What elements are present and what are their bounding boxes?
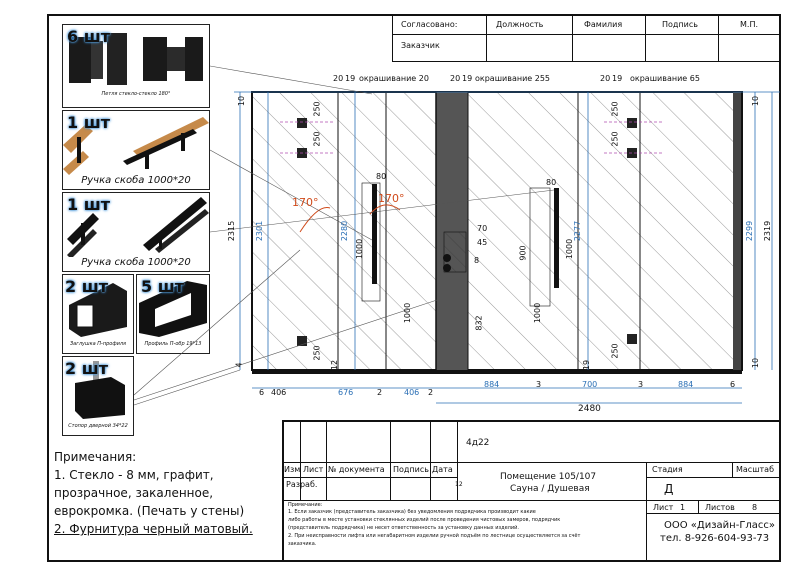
handle-right — [554, 188, 559, 288]
remark-5: заказчика. — [288, 541, 317, 547]
stage-label: Стадия — [652, 465, 683, 474]
surname-header: Фамилия — [584, 20, 623, 29]
side-dim-12: 12 — [330, 359, 340, 371]
end-cap-caption: Заглушка П-профиля — [69, 341, 127, 347]
edge-dim-3: 10 — [751, 95, 761, 107]
floor-profile — [252, 370, 742, 374]
customer-label: Заказчик — [401, 41, 440, 50]
notes-line-4: 2. Фурнитура черный матовый. — [54, 522, 253, 536]
signature-header: Подпись — [662, 20, 698, 29]
notes-line-2: прозрачное, закаленное, — [54, 486, 214, 500]
notes-heading: Примечания: — [54, 450, 137, 464]
stopper-qty: 2 шт — [65, 359, 108, 378]
handle-left — [372, 184, 377, 284]
remark-3: (представитель подрядчика) не несет ответственность за установку данных изделий. — [288, 525, 519, 531]
hinge-dim-5: 250 — [610, 131, 620, 147]
stopper-caption: Стопор дверной 34*22 — [68, 423, 128, 429]
hinge-dim-1: 250 — [312, 101, 322, 117]
stage-value: Д — [664, 482, 674, 496]
sheets-label: Листов — [705, 503, 735, 512]
bottom-dim-12: 6 — [730, 380, 736, 389]
handle-pos-1: 1000 — [403, 302, 413, 324]
edge-dim-1: 10 — [237, 95, 247, 107]
hinge-dim-3: 250 — [312, 345, 322, 361]
hinge-dim-4: 250 — [610, 101, 620, 117]
handle-1-qty: 1 шт — [67, 113, 110, 132]
handle-dim-4: 900 — [518, 245, 528, 261]
company-name: ООО «Дизайн-Гласс» — [664, 520, 776, 531]
handle-dim-2: 1000 — [355, 238, 365, 260]
bottom-dim-11: 884 — [678, 380, 694, 389]
bottom-dim-9: 700 — [582, 380, 598, 389]
company-phone: тел. 8-926-604-93-73 — [660, 533, 770, 544]
top-dim-6: 19 — [612, 74, 623, 83]
dev-date: 12 — [455, 481, 463, 488]
angle-left: 170° — [292, 196, 319, 209]
sheet-label: Лист — [653, 503, 674, 512]
position-header: Должность — [496, 20, 544, 29]
side-dim-19: 19 — [582, 359, 592, 371]
handle-2-qty: 1 шт — [67, 195, 110, 214]
bottom-dim-10: 3 — [638, 380, 644, 389]
handle-dim-1: 80 — [376, 172, 387, 181]
height-2277: 2277 — [573, 220, 583, 242]
col-signature: Подпись — [393, 465, 429, 474]
top-dim-3: 20 — [450, 74, 461, 83]
profile-caption: Профиль П-обр 19*13 — [144, 341, 202, 347]
remarks-heading: Примечание: — [288, 502, 323, 508]
paint-label-2: окрашивание 255 — [475, 74, 551, 83]
paint-label-3: окрашивание 65 — [630, 74, 700, 83]
top-dim-4: 19 — [462, 74, 473, 83]
end-cap-qty: 2 шт — [65, 277, 108, 296]
developed-label: Разраб. — [286, 480, 318, 489]
cut-dim-70: 70 — [477, 224, 488, 233]
hinge-qty: 6 шт — [67, 27, 110, 46]
hinge-dim-2: 250 — [312, 131, 322, 147]
handle-1-caption: Ручка скоба 1000*20 — [81, 175, 191, 186]
top-dim-5: 20 — [600, 74, 611, 83]
sheets-number: 8 — [752, 503, 758, 512]
handle-dim-3: 80 — [546, 178, 557, 187]
top-dim-1: 20 — [333, 74, 344, 83]
handle-pos-3: 832 — [474, 315, 484, 331]
cut-dim-8: 8 — [474, 256, 480, 265]
sheet-number: 1 — [680, 503, 686, 512]
height-2319: 2319 — [763, 220, 773, 242]
handle-pos-2: 1000 — [533, 302, 543, 324]
handle-dim-5: 1000 — [565, 238, 575, 260]
bottom-dim-5: 406 — [404, 388, 420, 397]
notes-line-1: 1. Стекло - 8 мм, графит, — [54, 468, 214, 482]
height-2280: 2280 — [340, 220, 350, 242]
handle-2-caption: Ручка скоба 1000*20 — [81, 257, 191, 268]
room-name: Помещение 105/107 — [500, 472, 597, 482]
notes-line-3: еврокромка. (Печать у стены) — [54, 504, 245, 518]
drawing-code: 4д22 — [466, 438, 490, 448]
bottom-dim-6: 2 — [428, 388, 434, 397]
bottom-dim-1: 6 — [259, 388, 265, 397]
scale-label: Масштаб — [736, 465, 775, 474]
bottom-dim-4: 2 — [377, 388, 383, 397]
height-2301: 2301 — [255, 220, 265, 242]
height-2315: 2315 — [227, 220, 237, 242]
remark-1: 1. Если заказчик (представитель заказчика) без уведомления подрядчика производит какие — [288, 509, 536, 515]
total-width: 2480 — [578, 404, 601, 414]
cut-dim-45: 45 — [477, 238, 488, 247]
col-date: Дата — [432, 465, 453, 474]
graphite-panel — [436, 92, 468, 370]
col-doc: № документа — [328, 465, 385, 474]
edge-dim-2: 4 — [234, 362, 244, 368]
room-type: Сауна / Душевая — [510, 484, 590, 494]
side-profile — [733, 92, 741, 370]
edge-dim-4: 10 — [751, 357, 761, 369]
hinge-caption: Петля стекло-стекло 180° — [101, 91, 171, 97]
profile-qty: 5 шт — [141, 277, 184, 296]
angle-right: 170° — [378, 192, 405, 205]
remark-2: либо работы в месте установки стеклянных изделий после проведения чистовых замеров, подрядчик — [288, 517, 561, 523]
remark-4: 2. При неисправности лифта или негабаритном изделии ручной подъём по лестнице осуществляется за счёт — [288, 533, 581, 539]
bottom-dim-2: 406 — [271, 388, 287, 397]
bottom-dim-7: 884 — [484, 380, 500, 389]
approved-label: Согласовано: — [401, 20, 458, 29]
bottom-dim-3: 676 — [338, 388, 354, 397]
glass-panels — [252, 92, 742, 370]
height-2299: 2299 — [745, 220, 755, 242]
bottom-dim-8: 3 — [536, 380, 542, 389]
paint-label-1: окрашивание 20 — [359, 74, 429, 83]
hinge-dim-6: 250 — [610, 343, 620, 359]
col-list: Лист — [303, 465, 324, 474]
top-dim-2: 19 — [345, 74, 356, 83]
col-izm: Изм — [284, 465, 301, 474]
mp-header: М.П. — [740, 20, 759, 29]
